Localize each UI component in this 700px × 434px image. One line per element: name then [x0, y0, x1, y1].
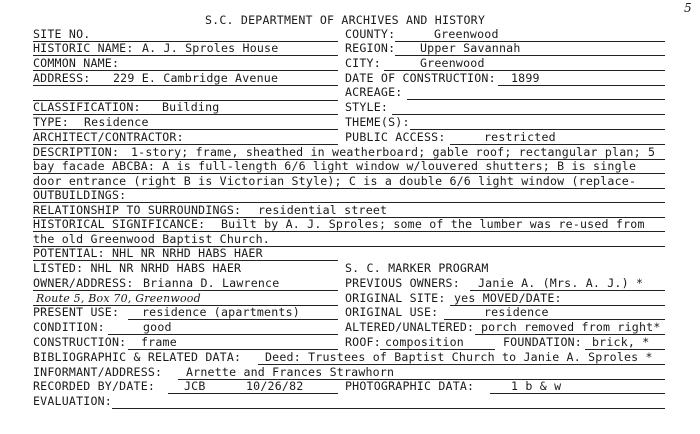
present-use-value: residence (apartments)	[142, 305, 300, 319]
marker-program: S. C. MARKER PROGRAM	[345, 261, 489, 275]
acreage-label: ACREAGE:	[345, 85, 403, 99]
evaluation-label: EVALUATION:	[33, 394, 112, 408]
recorded-by: JCB	[184, 379, 206, 393]
description-label: DESCRIPTION:	[33, 145, 120, 159]
style-label: STYLE:	[345, 100, 389, 114]
photographic-label: PHOTOGRAPHIC DATA:	[345, 379, 475, 393]
public-access-label: PUBLIC ACCESS:	[345, 130, 446, 144]
outbuildings-label: OUTBUILDINGS:	[33, 188, 127, 202]
condition-value: good	[143, 320, 172, 334]
bibliographic-value: Deed: Trustees of Baptist Church to Janie A. Sproles *	[265, 350, 653, 364]
potential-row: POTENTIAL: NHL NR NRHD HABS HAER	[33, 246, 263, 260]
city-label: CITY:	[345, 56, 381, 70]
bibliographic-label: BIBLIOGRAPHIC & RELATED DATA:	[33, 350, 242, 364]
classification-value: Building	[162, 100, 220, 114]
public-access-value: restricted	[484, 130, 556, 144]
relationship-value: residential street	[258, 203, 388, 217]
original-site-value: yes MOVED/DATE:	[454, 291, 562, 305]
classification-label: CLASSIFICATION:	[33, 100, 141, 114]
architect-label: ARCHITECT/CONTRACTOR:	[33, 130, 184, 144]
foundation-label: FOUNDATION:	[503, 335, 582, 349]
historic-name-value: A. J. Sproles House	[142, 41, 279, 55]
owner-handwritten: Route 5, Box 70, Greenwood	[36, 292, 201, 305]
photographic-value: 1 b & w	[511, 379, 562, 393]
common-name-label: COMMON NAME:	[33, 56, 120, 70]
informant-label: INFORMANT/ADDRESS:	[33, 365, 163, 379]
historic-name-label: HISTORIC NAME:	[33, 41, 134, 55]
foundation-value: brick, *	[592, 335, 650, 349]
original-site-label: ORIGINAL SITE:	[345, 291, 446, 305]
roof-value: composition	[385, 335, 464, 349]
altered-value: porch removed from right*	[481, 320, 661, 334]
informant-value: Arnette and Frances Strawhorn	[186, 365, 395, 379]
construction-label: CONSTRUCTION:	[33, 335, 127, 349]
site-no-label: SITE NO.	[33, 27, 91, 41]
page-number: 5	[684, 1, 692, 15]
date-construction-value: 1899	[511, 71, 540, 85]
original-use-value: residence	[484, 305, 549, 319]
previous-owners-value: Janie A. (Mrs. A. J.) *	[478, 276, 644, 290]
significance-label: HISTORICAL SIGNIFICANCE:	[33, 217, 206, 231]
relationship-label: RELATIONSHIP TO SURROUNDINGS:	[33, 203, 242, 217]
description-line: door entrance (right B is Victorian Style); C is a double 6/6 light window (replace-	[33, 174, 637, 188]
present-use-label: PRESENT USE:	[33, 305, 120, 319]
owner-label: OWNER/ADDRESS:	[33, 276, 134, 290]
address-label: ADDRESS:	[33, 71, 91, 85]
previous-owners-label: PREVIOUS OWNERS:	[345, 276, 460, 290]
county-value: Greenwood	[434, 27, 499, 41]
type-label: TYPE:	[33, 115, 69, 129]
region-value: Upper Savannah	[420, 41, 521, 55]
description-line: bay facade ABCBA: A is full-length 6/6 light window w/louvered shutters; B is single	[33, 159, 637, 173]
address-value: 229 E. Cambridge Avenue	[113, 71, 279, 85]
roof-label: ROOF:	[345, 335, 381, 349]
altered-label: ALTERED/UNALTERED:	[345, 320, 475, 334]
county-label: COUNTY:	[345, 27, 396, 41]
type-value: Residence	[84, 115, 149, 129]
condition-label: CONDITION:	[33, 320, 105, 334]
recorded-date: 10/26/82	[246, 379, 304, 393]
significance-line: Built by A. J. Sproles; some of the lumber was re-used from	[221, 217, 645, 231]
significance-line: the old Greenwood Baptist Church.	[33, 232, 270, 246]
owner-value: Brianna D. Lawrence	[143, 276, 280, 290]
original-use-label: ORIGINAL USE:	[345, 305, 439, 319]
theme-label: THEME(S):	[345, 115, 410, 129]
city-value: Greenwood	[420, 56, 485, 70]
date-construction-label: DATE OF CONSTRUCTION:	[345, 71, 496, 85]
construction-value: frame	[141, 335, 177, 349]
listed-row: LISTED: NHL NR NRHD HABS HAER	[33, 261, 242, 275]
recorded-label: RECORDED BY/DATE:	[33, 379, 156, 393]
description-line: 1-story; frame, sheathed in weatherboard; gable roof; rectangular plan; 5	[131, 145, 656, 159]
region-label: REGION:	[345, 41, 396, 55]
form-title: S.C. DEPARTMENT OF ARCHIVES AND HISTORY	[205, 13, 486, 27]
